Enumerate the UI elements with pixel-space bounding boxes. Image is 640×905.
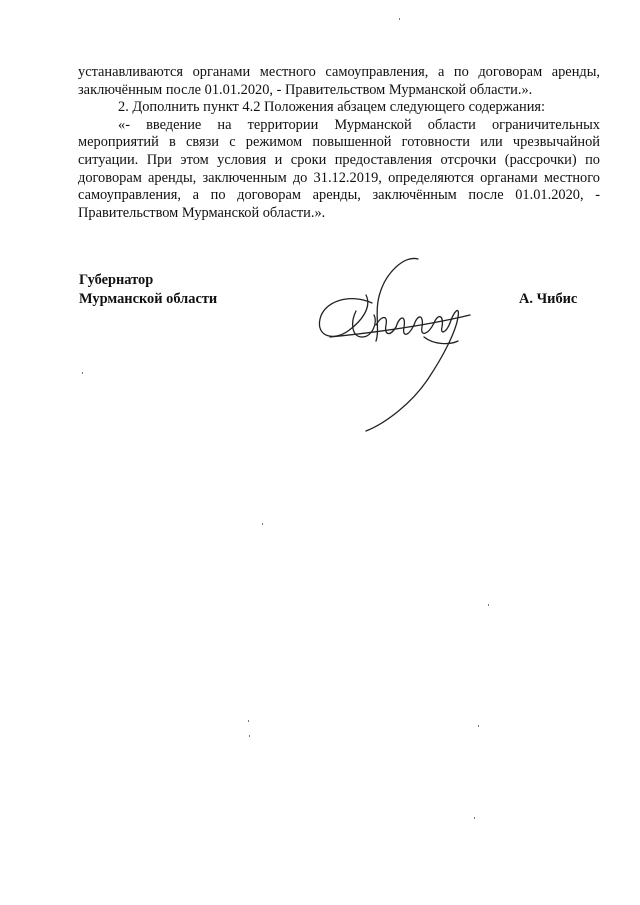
handwritten-signature — [300, 245, 490, 440]
signatory-position-line-1: Губернатор — [79, 272, 154, 288]
signatory-name: А. Чибис — [519, 291, 578, 307]
scan-speck — [249, 735, 250, 737]
scan-speck — [262, 523, 263, 525]
paragraph-continuation: устанавливаются органами местного самоуправления, а по договорам аренды, заключённым после 01.01.2020, - Правительством Мурманской области.». — [78, 64, 600, 98]
scan-speck — [82, 372, 83, 374]
scan-speck — [478, 725, 479, 727]
paragraph-quoted-addition: «- введение на территории Мурманской области ограничительных мероприятий в связи с режимом повышенной готовности или чрезвычайной ситуации. При этом условия и сроки предоставления отсрочки (рассрочки) по договорам аренды, заключенным до 31.12.2019, определяются органами местного самоуправления, а по договорам аренды, заключённым после 01.01.2020, - Правительством Мурманской области.». — [78, 116, 600, 221]
scan-speck — [248, 720, 249, 722]
scan-speck — [399, 18, 400, 20]
paragraph-item-2: 2. Дополнить пункт 4.2 Положения абзацем следующего содержания: — [118, 99, 546, 116]
document-body — [78, 64, 600, 222]
scan-speck — [488, 604, 489, 606]
signatory-position — [79, 271, 217, 309]
scan-speck — [474, 817, 475, 819]
signatory-position-line-2: Мурманской области — [79, 291, 218, 307]
